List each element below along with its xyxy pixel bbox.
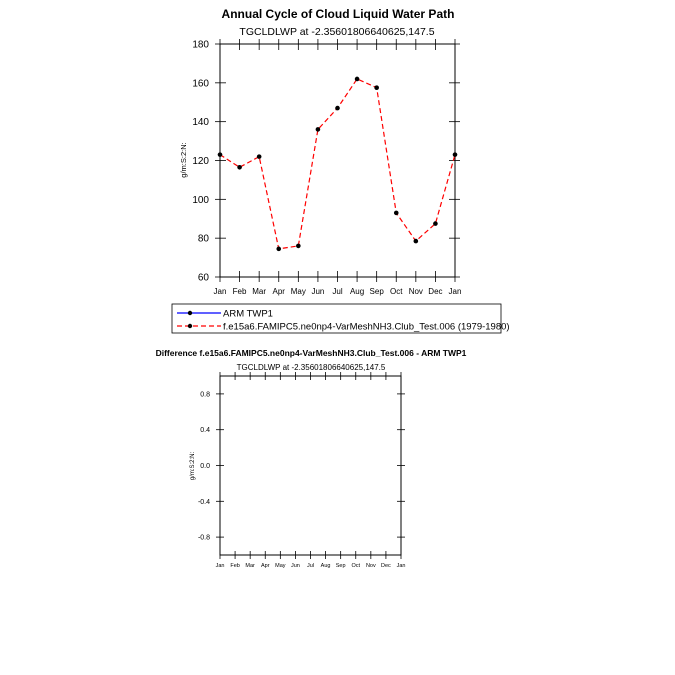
x-tick-label: Apr [260,563,270,569]
difference-chart-title: Difference f.e15a6.FAMIPC5.ne0np4-VarMeshNH3.Club_Test.006 - ARM TWP1 [155,348,467,358]
difference-chart-ylabel: g/m:S:2:N: [190,451,196,481]
data-point [218,152,223,157]
legend [172,304,510,333]
data-point [433,221,438,226]
y-tick-label: 180 [192,39,209,51]
x-tick-label: Nov [365,563,376,569]
x-tick-label: Dec [381,563,391,569]
cycle-chart [179,7,461,296]
difference-chart-y-axis [198,391,405,541]
data-point [237,165,242,170]
data-point [276,247,281,252]
x-tick-label: Sep [335,563,346,569]
x-tick-label: Sep [369,287,384,296]
y-tick-label: 160 [192,78,209,90]
cycle-chart-subtitle: TGCLDLWP at -2.35601806640625,147.5 [239,26,435,38]
y-tick-label: 120 [192,156,209,167]
difference-chart-plot-frame [220,376,401,555]
x-tick-label: Jun [290,563,300,569]
y-tick-label: -0.4 [197,498,210,506]
legend-label-model: f.e15a6.FAMIPC5.ne0np4-VarMeshNH3.Club_Test.006 (1979-1980) [223,321,510,333]
x-tick-label: Aug [320,563,331,569]
x-tick-label: Oct [390,287,403,296]
data-point [257,154,262,159]
data-point [453,152,458,157]
y-tick-label: -0.8 [197,534,210,542]
data-point [296,244,301,249]
y-tick-label: 0.4 [200,427,210,435]
y-tick-label: 0.0 [200,462,210,470]
x-tick-label: Jun [311,287,325,296]
x-tick-label: May [275,563,286,569]
x-tick-label: Jan [213,287,227,296]
x-tick-label: Nov [408,287,423,296]
x-tick-label: May [290,287,306,296]
x-tick-label: Jan [215,563,225,569]
series-line [220,79,455,249]
x-tick-label: Jan [448,287,462,296]
difference-chart-subtitle: TGCLDLWP at -2.35601806640625,147.5 [236,363,386,372]
x-tick-label: Mar [252,287,267,296]
x-tick-label: Jan [396,563,406,569]
data-point [394,211,399,216]
x-tick-label: Aug [349,287,365,296]
data-point [374,85,379,90]
difference-chart-x-axis [216,372,406,569]
x-tick-label: Oct [351,563,361,569]
legend-label-arm: ARM TWP1 [223,308,273,320]
difference-chart [156,348,467,569]
x-tick-label: Apr [272,287,285,296]
data-point [414,239,419,244]
x-tick-label: Dec [428,287,443,296]
y-tick-label: 60 [197,272,209,284]
x-tick-label: Mar [245,563,255,569]
data-point [335,106,340,111]
y-tick-label: 140 [192,117,209,129]
legend-marker-model [188,324,192,328]
cycle-chart-series [218,77,458,251]
cycle-chart-plot-frame [220,44,455,277]
cycle-chart-x-axis [214,39,462,296]
x-tick-label: Feb [232,287,247,296]
y-tick-label: 80 [197,233,209,245]
data-point [355,77,360,82]
x-tick-label: Jul [332,287,343,296]
cycle-chart-ylabel: g/m:S:2:N: [179,142,188,178]
y-tick-label: 100 [192,194,209,206]
x-tick-label: Jul [306,563,315,569]
data-point [316,127,321,132]
y-tick-label: 0.8 [200,391,210,399]
legend-marker-arm [188,311,192,315]
cycle-chart-y-axis [192,40,460,284]
cycle-chart-title: Annual Cycle of Cloud Liquid Water Path [221,7,455,21]
x-tick-label: Feb [230,563,240,569]
